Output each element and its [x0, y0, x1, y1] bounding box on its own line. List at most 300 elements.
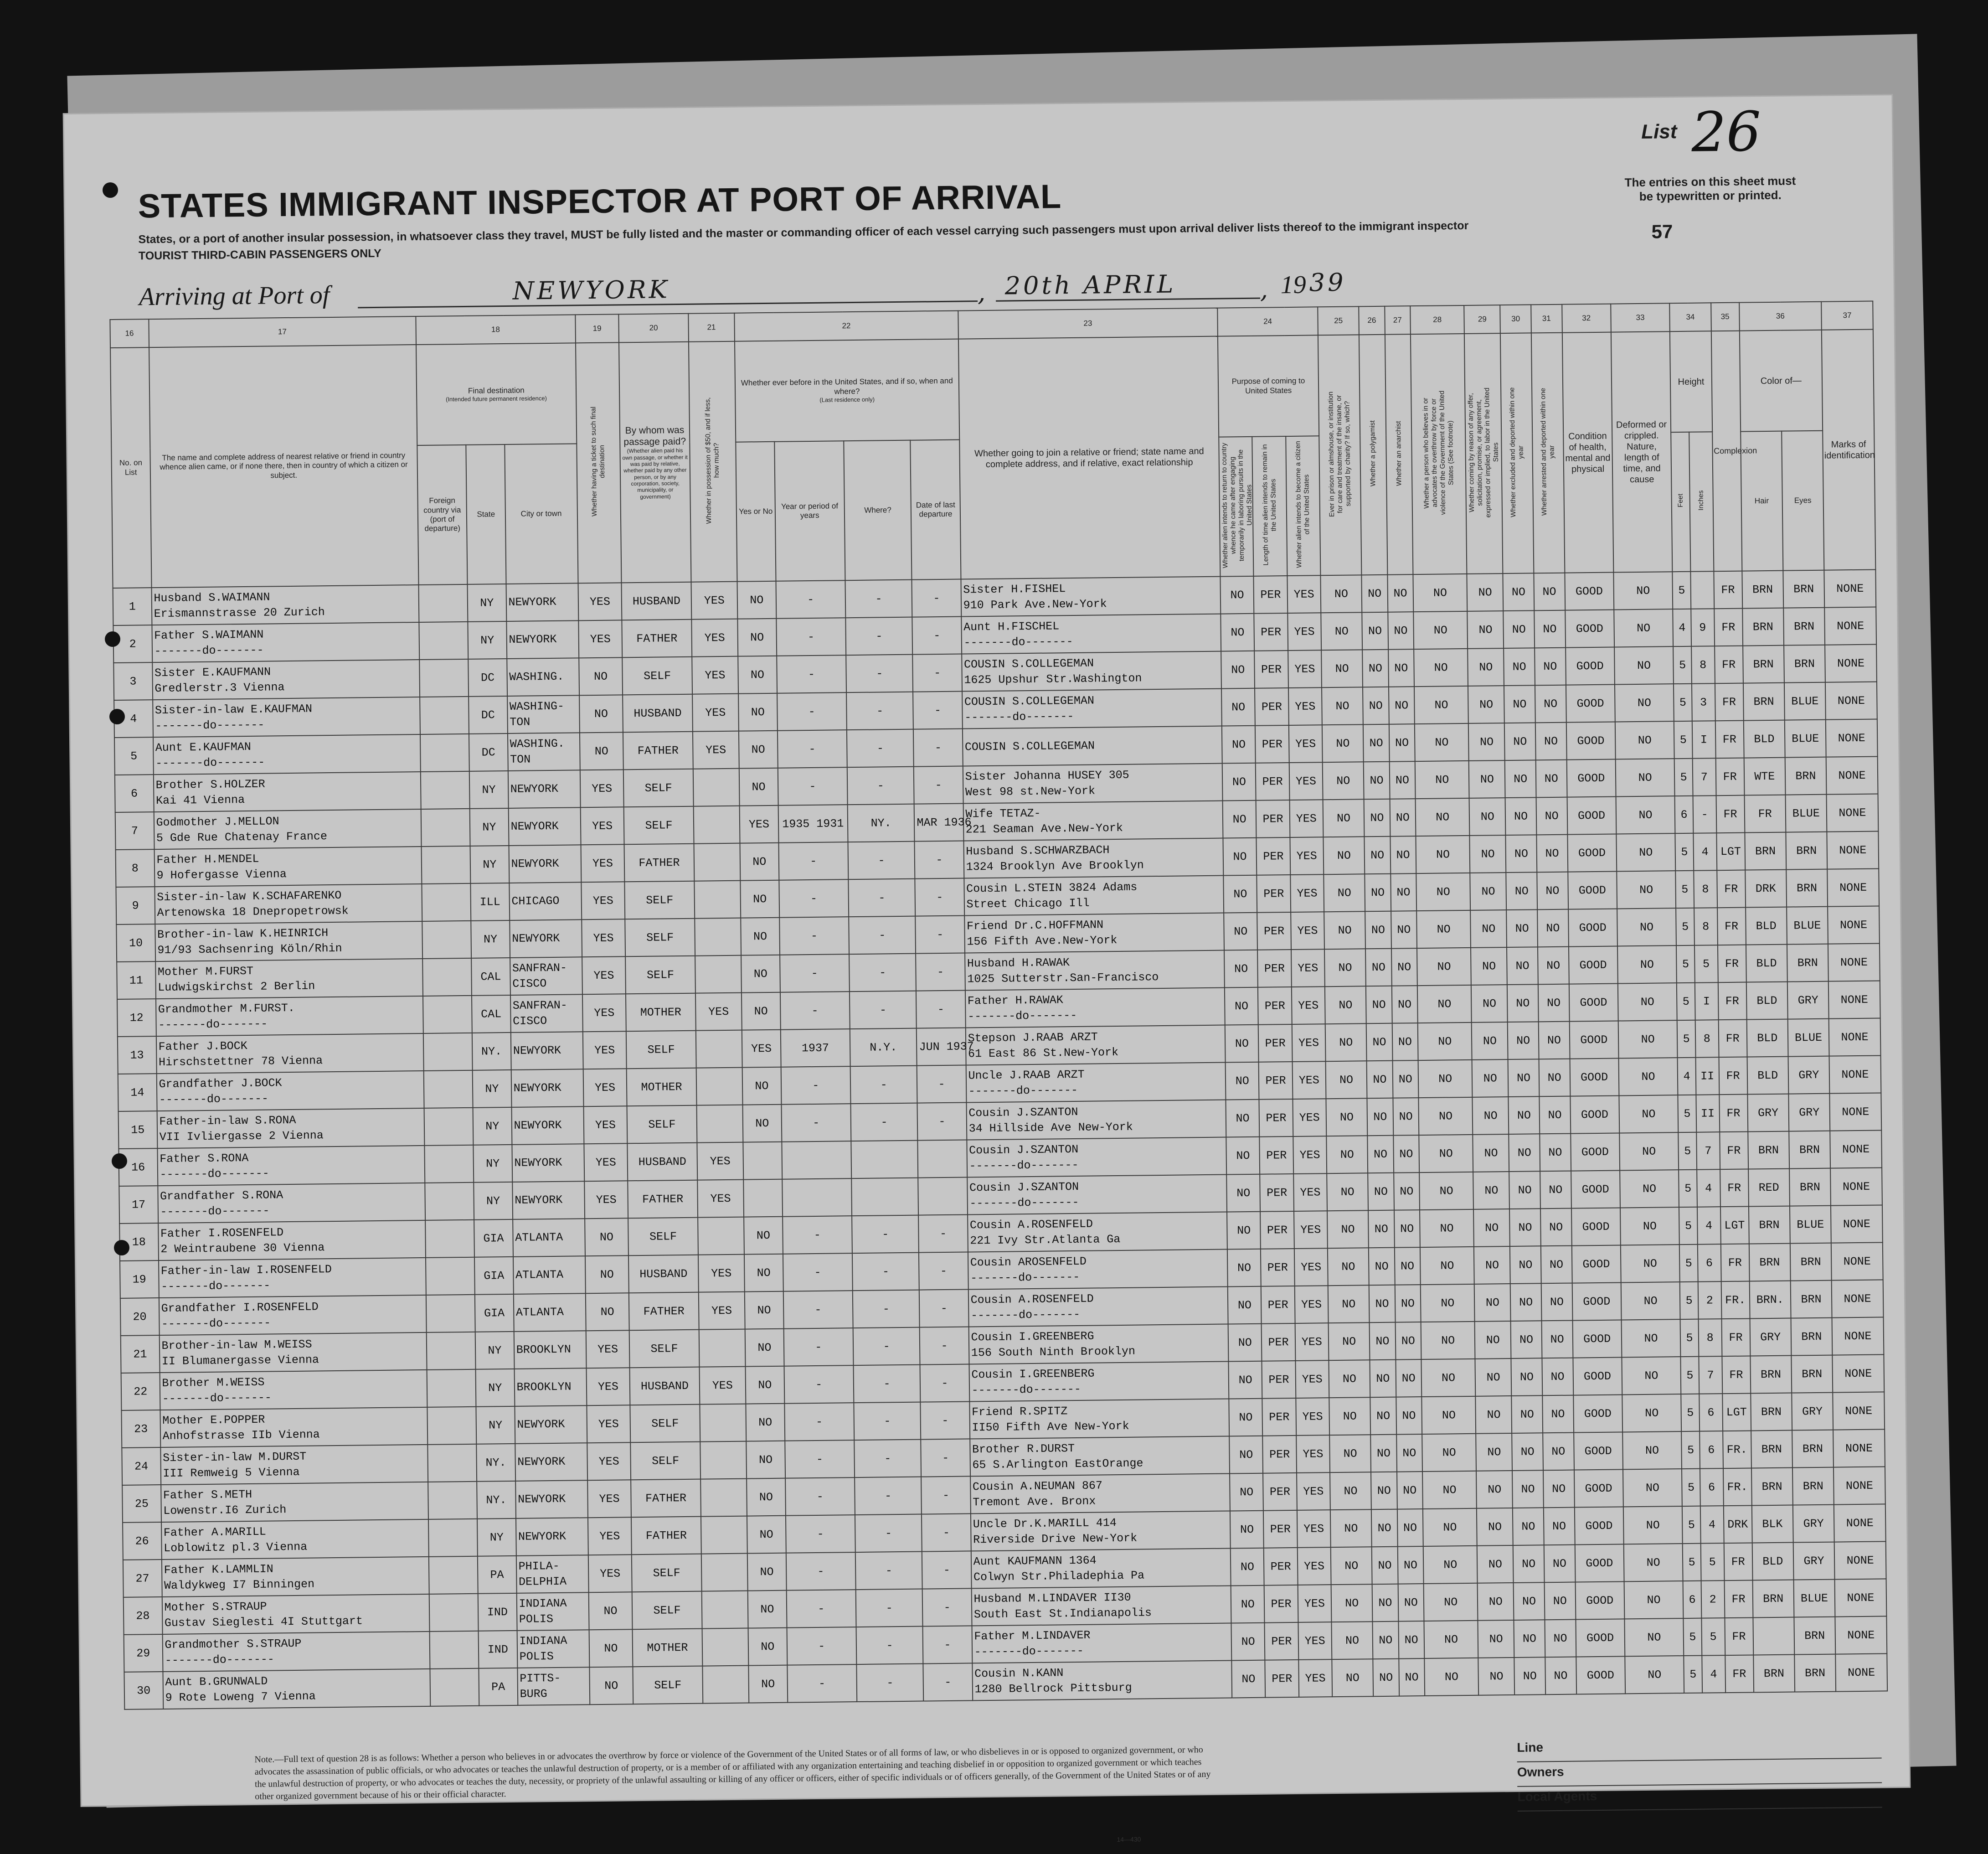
anarchist-cell: NO: [1393, 1135, 1419, 1173]
labor-offer-cell: NO: [1473, 1172, 1509, 1209]
excluded-cell: NO: [1512, 1433, 1543, 1471]
header-return: [1219, 437, 1253, 577]
length-of-stay-cell: PER: [1260, 1136, 1293, 1174]
citizen-cell: YES: [1294, 1286, 1328, 1323]
departure-date-cell: -: [920, 1364, 969, 1402]
before-in-us-cell: NO: [741, 955, 780, 993]
foreign-country-cell: [419, 659, 469, 697]
city-cell: [507, 695, 580, 733]
arrested-cell: NO: [1539, 1096, 1571, 1134]
excluded-cell: NO: [1508, 1022, 1539, 1059]
polygamist-cell: NO: [1368, 1210, 1394, 1248]
city-cell-line-1: NEWYORK: [513, 1081, 561, 1095]
inches-cell: 4: [1702, 1655, 1725, 1693]
labor-offer-cell: NO: [1468, 686, 1504, 723]
col-num-30: 30: [1500, 305, 1531, 333]
marks-cell: NONE: [1829, 1093, 1881, 1131]
arrested-cell: NO: [1535, 648, 1566, 686]
departure-date-cell: -: [922, 1588, 972, 1626]
header-complexion: Complexion: [1711, 331, 1742, 572]
marks-cell: NONE: [1828, 981, 1880, 1018]
citizen-cell: YES: [1296, 1398, 1329, 1436]
relative-cell-line-2: VII Ivliergasse 2 Vienna: [159, 1129, 324, 1144]
relative-cell: [156, 1071, 424, 1111]
punch-hole: [112, 1153, 127, 1169]
state-cell: NY.: [472, 1033, 511, 1070]
relative-cell: [158, 1220, 426, 1260]
list-label: List: [1641, 120, 1677, 143]
city-cell-line-1: NEWYORK: [511, 857, 559, 871]
excluded-cell: NO: [1506, 835, 1537, 873]
col-num-21: 21: [688, 313, 735, 342]
anarchist-cell: NO: [1391, 911, 1417, 949]
relative-cell-line-1: Aunt B.GRUNWALD: [165, 1674, 268, 1689]
header-years: Year or period of years: [774, 441, 845, 581]
foreign-country-cell: [429, 1556, 478, 1594]
list-number-cell: 4: [114, 700, 153, 738]
polygamist-cell: NO: [1370, 1322, 1396, 1360]
foreign-country-cell: [423, 996, 472, 1033]
before-in-us-cell: NO: [746, 1441, 785, 1479]
before-in-us-cell: NO: [738, 693, 777, 731]
departure-date-cell: -: [912, 579, 961, 617]
prison-cell: NO: [1323, 799, 1365, 837]
prison-cell: NO: [1329, 1322, 1370, 1360]
join-relative-cell-line-1: Aunt H.FISCHEL: [963, 620, 1060, 634]
citizen-cell: YES: [1289, 800, 1323, 837]
state-cell: GIA: [474, 1219, 513, 1257]
polygamist-cell: NO: [1363, 724, 1389, 762]
return-cell: NO: [1229, 1361, 1262, 1399]
relative-cell-line-1: Father J.BOCK: [158, 1039, 247, 1054]
excluded-cell: NO: [1504, 685, 1535, 723]
citizen-cell: YES: [1288, 613, 1321, 651]
list-number-cell: 24: [122, 1447, 160, 1485]
where-cell: -: [849, 954, 916, 992]
eyes-cell: BLUE: [1784, 682, 1826, 720]
return-cell: NO: [1225, 1025, 1259, 1063]
header-final-destination: [416, 343, 577, 445]
relative-cell-line-2: Loblowitz pl.3 Vienna: [164, 1540, 308, 1555]
marks-cell: NONE: [1827, 831, 1879, 869]
hair-cell: BLD: [1747, 1057, 1788, 1095]
departure-date-cell: -: [919, 1214, 968, 1252]
return-cell: NO: [1228, 1286, 1262, 1324]
city-cell-line-1: NEWYORK: [514, 1118, 562, 1132]
eyes-cell: BRN: [1790, 1281, 1832, 1318]
eyes-cell: BLUE: [1790, 1206, 1831, 1244]
years-cell: -: [781, 1066, 850, 1105]
anarchist-cell: NO: [1391, 986, 1417, 1023]
length-of-stay-cell: PER: [1257, 837, 1290, 875]
labor-offer-cell: NO: [1473, 1097, 1509, 1135]
arrested-cell: NO: [1536, 760, 1567, 798]
before-in-us-cell: NO: [738, 656, 777, 694]
hair-cell: BRN: [1750, 1356, 1792, 1394]
deformed-cell: NO: [1618, 1058, 1678, 1095]
excluded-cell: NO: [1504, 648, 1535, 686]
citizen-cell: YES: [1292, 986, 1325, 1024]
citizen-cell: YES: [1296, 1435, 1330, 1473]
list-number-cell: 20: [120, 1298, 159, 1336]
city-cell-line-1: NEWYORK: [509, 632, 557, 646]
header-ticket: [576, 342, 622, 583]
list-number-cell: 15: [118, 1111, 157, 1149]
q28-cell: NO: [1419, 1172, 1473, 1210]
join-relative-cell-line-2: -------do-------: [967, 1008, 1077, 1023]
complexion-cell: LGT: [1722, 1394, 1751, 1431]
complexion-cell: FR: [1725, 1617, 1753, 1655]
join-relative-cell: [968, 1250, 1228, 1290]
relative-cell-line-1: Sister-in-law K.SCHAFARENKO: [157, 888, 342, 904]
inches-cell: 8: [1695, 1020, 1719, 1058]
col-num-24: 24: [1217, 307, 1318, 336]
excluded-cell: NO: [1505, 797, 1537, 835]
hair-cell: BLD: [1752, 1543, 1793, 1580]
years-cell: -: [785, 1440, 855, 1478]
state-cell: NY: [470, 808, 509, 846]
excluded-cell: NO: [1504, 723, 1536, 760]
deformed-cell: NO: [1621, 1245, 1680, 1282]
years-cell: -: [786, 1590, 856, 1628]
health-cell: GOOD: [1575, 1544, 1624, 1582]
join-relative-cell: [963, 764, 1222, 804]
hair-cell: BRN: [1751, 1468, 1793, 1506]
foreign-country-cell: [426, 1257, 475, 1295]
complexion-cell: FR: [1719, 1095, 1748, 1132]
arrested-cell: NO: [1542, 1395, 1574, 1433]
health-cell: GOOD: [1576, 1619, 1625, 1657]
anarchist-cell: NO: [1393, 1098, 1419, 1136]
join-relative-cell: [967, 1137, 1226, 1177]
header-inches-text: Inches: [1697, 490, 1705, 511]
marks-cell: NONE: [1834, 1541, 1886, 1579]
anarchist-cell: NO: [1389, 761, 1415, 799]
before-in-us-cell: NO: [746, 1366, 784, 1404]
join-relative-cell: [968, 1287, 1228, 1327]
money-cell: [702, 1628, 748, 1666]
marks-cell: NONE: [1832, 1317, 1884, 1355]
join-relative-cell: [968, 1212, 1227, 1252]
before-in-us-cell: NO: [742, 992, 780, 1030]
relative-cell-line-2: -------do-------: [160, 1167, 269, 1182]
join-relative-cell: [971, 1548, 1231, 1588]
before-in-us-cell: NO: [748, 1591, 787, 1628]
join-relative-cell-line-1: Cousin A.NEUMAN 867: [972, 1479, 1103, 1494]
arrested-cell: NO: [1543, 1433, 1574, 1471]
join-relative-cell: [971, 1511, 1231, 1551]
citizen-cell: YES: [1293, 1173, 1327, 1211]
ticket-cell: YES: [578, 583, 622, 620]
header-feet: [1671, 432, 1691, 572]
join-relative-cell-line-2: Tremont Ave. Bronx: [973, 1494, 1096, 1509]
deformed-cell: NO: [1614, 646, 1674, 684]
col-num-16: 16: [110, 319, 149, 348]
arrival-label: Arriving at Port of: [139, 281, 330, 311]
before-in-us-cell: NO: [746, 1404, 784, 1441]
foreign-country-cell: [427, 1407, 476, 1445]
return-cell: NO: [1230, 1511, 1264, 1549]
inches-cell: 5: [1701, 1618, 1725, 1656]
relative-cell-line-2: Waldykweg I7 Binningen: [164, 1577, 315, 1592]
complexion-cell: FR: [1721, 1319, 1750, 1357]
departure-date-cell: -: [923, 1663, 973, 1701]
page-subtitle: States, or a port of another insular possession, in whatsoever class they travel, MUST be fully listed and the master or commanding officer of each vessel carrying such passengers must upon arrival deliver lists thereof to the immigrant inspector: [138, 219, 1469, 246]
header-eyes: Eyes: [1782, 431, 1824, 571]
polygamist-cell: NO: [1362, 650, 1388, 687]
state-cell: GIA: [474, 1257, 513, 1295]
relative-cell: [161, 1557, 429, 1597]
marks-cell: NONE: [1832, 1354, 1884, 1392]
complexion-cell: FR: [1719, 1057, 1747, 1095]
departure-date-cell: -: [913, 729, 963, 767]
col-num-25: 25: [1318, 306, 1359, 335]
city-cell-line-1: NEWYORK: [515, 1193, 563, 1207]
q28-cell: NO: [1424, 1621, 1478, 1658]
deformed-cell: NO: [1613, 572, 1673, 609]
ticket-cell: YES: [584, 1143, 628, 1181]
prison-cell: NO: [1325, 986, 1366, 1024]
passage-paid-cell: HUSBAND: [628, 1255, 698, 1293]
years-cell: -: [778, 730, 847, 768]
return-cell: NO: [1231, 1585, 1265, 1623]
state-cell: PA: [479, 1668, 517, 1706]
marks-cell: NONE: [1835, 1616, 1887, 1654]
money-cell: YES: [692, 656, 738, 694]
arrested-cell: NO: [1539, 1022, 1570, 1059]
complexion-cell: FR: [1722, 1356, 1751, 1394]
length-of-stay-cell: PER: [1258, 987, 1292, 1025]
prison-cell: NO: [1325, 1023, 1367, 1061]
city-cell-line-1: SANFRAN-: [512, 998, 568, 1012]
join-relative-cell: [965, 988, 1225, 1028]
arrested-cell: NO: [1537, 872, 1568, 910]
list-number-cell: 13: [118, 1036, 156, 1074]
header-length: [1252, 436, 1287, 576]
state-cell: DC: [468, 659, 507, 697]
marks-cell: NONE: [1833, 1392, 1885, 1430]
relative-cell: [157, 1146, 425, 1186]
polygamist-cell: NO: [1363, 687, 1389, 725]
join-relative-cell: [963, 801, 1223, 841]
labor-offer-cell: NO: [1473, 1209, 1510, 1247]
excluded-cell: NO: [1513, 1508, 1544, 1545]
feet-cell: 5: [1675, 833, 1694, 871]
foreign-country-cell: [427, 1369, 476, 1407]
eyes-cell: BRN: [1786, 869, 1828, 907]
where-cell: -: [850, 991, 917, 1029]
list-number-cell: 16: [118, 1148, 157, 1186]
departure-date-cell: -: [916, 916, 965, 954]
state-cell: NY: [470, 846, 509, 883]
departure-date-cell: -: [921, 1439, 970, 1477]
city-cell-line-2: POLIS: [519, 1612, 554, 1626]
relative-cell-line-1: Brother-in-law M.WEISS: [161, 1338, 312, 1353]
money-cell: YES: [697, 1180, 744, 1218]
where-cell: -: [856, 1664, 923, 1702]
relative-cell-line-2: -------do-------: [160, 1204, 270, 1219]
health-cell: GOOD: [1568, 909, 1617, 947]
departure-date-cell: -: [919, 1252, 968, 1290]
passage-paid-cell: SELF: [630, 1405, 700, 1443]
city-cell-line-1: NEWYORK: [518, 1492, 566, 1506]
return-cell: NO: [1225, 987, 1258, 1025]
eyes-cell: BLUE: [1787, 907, 1828, 945]
foreign-country-cell: [425, 1183, 474, 1220]
length-of-stay-cell: PER: [1257, 875, 1291, 913]
where-cell: -: [846, 692, 913, 730]
passage-paid-cell: SELF: [633, 1666, 703, 1704]
anarchist-cell: NO: [1388, 649, 1414, 687]
join-relative-cell: [964, 876, 1224, 916]
ticket-cell: NO: [585, 1293, 629, 1331]
deformed-cell: NO: [1615, 721, 1675, 759]
citizen-cell: YES: [1295, 1360, 1329, 1398]
deformed-cell: NO: [1623, 1506, 1683, 1544]
departure-date-cell: -: [913, 692, 963, 729]
marks-cell: NONE: [1827, 868, 1879, 906]
health-cell: GOOD: [1567, 797, 1616, 835]
inches-cell: 6: [1699, 1394, 1723, 1431]
relative-cell: [161, 1519, 429, 1560]
col-num-19: 19: [575, 314, 619, 343]
before-in-us-cell: NO: [747, 1553, 786, 1591]
marks-cell: NONE: [1829, 1018, 1881, 1056]
header-color: Color of—: [1739, 330, 1823, 432]
health-cell: GOOD: [1567, 834, 1617, 872]
header-prison: [1318, 335, 1362, 575]
money-cell: YES: [698, 1292, 745, 1330]
foreign-country-cell: [427, 1444, 477, 1482]
col-num-35: 35: [1711, 303, 1740, 331]
relative-cell-line-2: Gustav Sieglesti 4I Stuttgart: [164, 1614, 363, 1630]
passage-paid-cell: SELF: [631, 1442, 700, 1480]
relative-cell-line-1: Grandmother S.STRAUP: [165, 1637, 302, 1652]
list-number-cell: 2: [113, 625, 152, 663]
q28-cell: NO: [1424, 1658, 1478, 1696]
arrested-cell: NO: [1535, 685, 1566, 723]
citizen-cell: YES: [1297, 1472, 1330, 1510]
list-number-cell: 18: [119, 1223, 158, 1261]
inches-cell: 6: [1700, 1468, 1724, 1506]
foreign-country-cell: [420, 697, 469, 734]
header-purpose: Purpose of coming to United States: [1218, 335, 1319, 437]
list-number-cell: 6: [115, 775, 154, 812]
ticket-cell: NO: [585, 1255, 629, 1293]
money-cell: [700, 1479, 747, 1517]
departure-date-cell: -: [917, 1102, 967, 1140]
money-cell: YES: [697, 1142, 743, 1180]
health-cell: GOOD: [1566, 759, 1616, 797]
passage-paid-cell: SELF: [628, 1218, 698, 1256]
years-cell: -: [783, 1216, 852, 1254]
join-relative-cell: [966, 1063, 1226, 1103]
before-in-us-cell: NO: [740, 843, 779, 881]
excluded-cell: NO: [1507, 984, 1539, 1022]
years-cell: -: [783, 1253, 853, 1291]
polygamist-cell: NO: [1364, 762, 1390, 800]
header-join-relative: Whether going to join a relative or friend; state name and complete address, and if relative, exact relationship: [958, 336, 1221, 579]
feet-cell: 5: [1684, 1618, 1702, 1656]
q28-cell: NO: [1418, 1023, 1472, 1060]
polygamist-cell: NO: [1369, 1285, 1395, 1323]
join-relative-cell-line-2: Riverside Drive New-York: [973, 1531, 1138, 1547]
list-number-cell: 10: [116, 924, 155, 962]
eyes-cell: BLUE: [1793, 1580, 1835, 1617]
years-cell: -: [779, 917, 849, 955]
header-inches: [1689, 432, 1714, 572]
money-cell: [695, 918, 741, 956]
marks-cell: NONE: [1829, 1055, 1881, 1093]
length-of-stay-cell: PER: [1256, 800, 1290, 838]
citizen-cell: YES: [1290, 874, 1324, 912]
relative-cell-line-2: -------do-------: [154, 643, 264, 658]
join-relative-cell-line-1: Cousin AROSENFELD: [970, 1255, 1087, 1270]
feet-cell: 5: [1674, 684, 1692, 721]
hair-cell: BRN: [1742, 571, 1783, 609]
deformed-cell: NO: [1619, 1132, 1679, 1170]
feet-cell: 5: [1677, 1020, 1695, 1058]
join-relative-cell-line-2: 1280 Bellrock Pittsburg: [974, 1681, 1132, 1696]
complexion-cell: FR: [1717, 870, 1746, 908]
city-cell: [513, 1219, 585, 1257]
relative-cell-line-2: 2 Weintraubene 30 Vienna: [160, 1241, 325, 1256]
relative-cell-line-2: -------do-------: [159, 1092, 269, 1107]
col-num-33: 33: [1611, 303, 1670, 332]
before-in-us-note: (Last residence only): [819, 396, 875, 403]
anarchist-cell: NO: [1391, 948, 1417, 986]
ticket-cell: YES: [587, 1480, 632, 1518]
length-of-stay-cell: PER: [1264, 1585, 1298, 1623]
return-cell: NO: [1231, 1548, 1264, 1586]
join-relative-cell: [972, 1660, 1232, 1700]
relative-cell-line-2: 9 Hofergasse Vienna: [156, 868, 287, 883]
complexion-cell: FR: [1715, 646, 1743, 684]
city-cell-line-1: NEWYORK: [517, 1455, 566, 1469]
relative-cell: [155, 959, 423, 999]
relative-cell-line-2: Erismannstrasse 20 Zurich: [154, 605, 325, 621]
city-cell: [517, 1630, 589, 1668]
inches-cell: II: [1695, 1057, 1719, 1095]
feet-cell: 5: [1673, 572, 1691, 609]
feet-cell: 5: [1679, 1132, 1697, 1170]
prison-cell: NO: [1320, 575, 1362, 613]
excluded-cell: NO: [1511, 1321, 1542, 1358]
anarchist-cell: NO: [1391, 873, 1416, 911]
prison-cell: NO: [1327, 1173, 1368, 1211]
join-relative-cell-line-1: Sister H.FISHEL: [963, 582, 1066, 597]
relative-cell-line-2: -------do-------: [158, 1017, 268, 1032]
relative-cell: [160, 1370, 427, 1410]
marks-cell: NONE: [1826, 719, 1878, 757]
prison-cell: NO: [1327, 1210, 1369, 1248]
departure-date-cell: [918, 1140, 967, 1177]
city-cell: [508, 807, 581, 846]
where-cell: N.Y.: [850, 1028, 917, 1067]
hair-cell: WTE: [1744, 758, 1785, 795]
polygamist-cell: NO: [1372, 1547, 1398, 1585]
col-num-17: 17: [149, 316, 416, 347]
health-cell: GOOD: [1571, 1133, 1620, 1171]
length-of-stay-cell: PER: [1261, 1286, 1295, 1324]
anarchist-cell: NO: [1395, 1322, 1421, 1360]
ticket-cell: NO: [579, 657, 623, 695]
inches-cell: I: [1695, 982, 1719, 1020]
marks-cell: NONE: [1824, 570, 1876, 608]
col-num-26: 26: [1359, 306, 1385, 335]
ticket-cell: NO: [589, 1629, 633, 1667]
eyes-cell: BLUE: [1787, 1019, 1829, 1057]
